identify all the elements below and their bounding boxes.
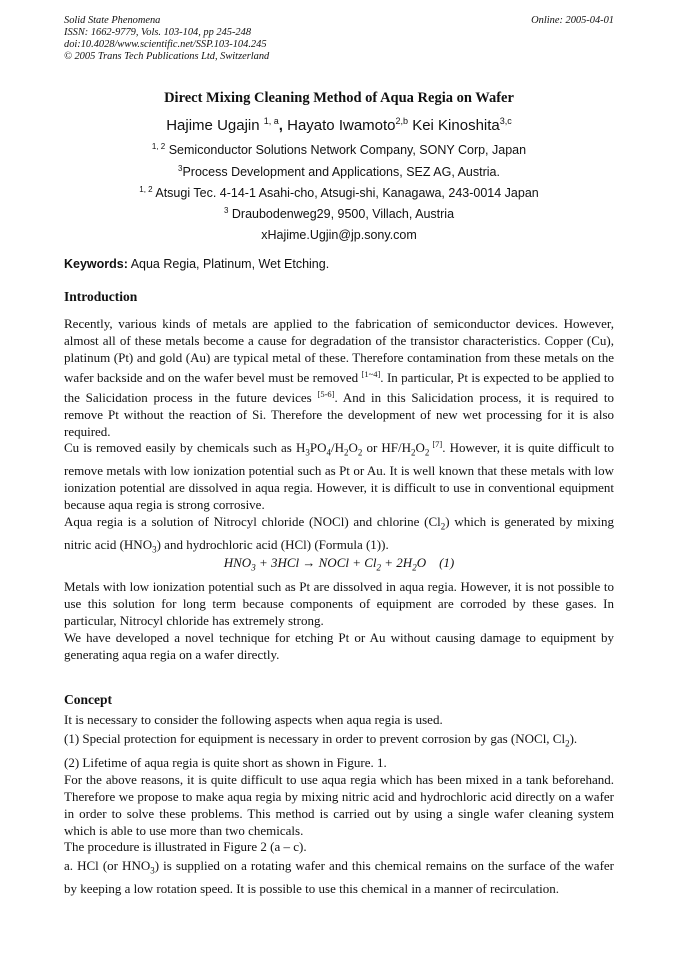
affiliation-text: Draubodenweg29, 9500, Villach, Austria [228, 207, 455, 222]
text: . In particular, Pt is expected to be applied to the Salicidation process in the future devices [64, 370, 614, 405]
text: ) is supplied on a rotating wafer and this chemical remains on the surface of the wafer by keeping a low rotation speed. It is possible to use this chemical in a manner of recirculation. [64, 858, 615, 896]
text: Cu is removed easily by chemicals such as H [64, 440, 306, 455]
author-email: xHajime.Ugjin@jp.sony.com [261, 228, 417, 242]
text: or HF/H [362, 440, 411, 455]
subscript: 3 [150, 865, 155, 876]
affiliation-line [0, 206, 678, 221]
subscript: 3 [152, 544, 157, 555]
author-superscript: 2,b [395, 116, 409, 126]
formula-text: HNO [223, 555, 252, 570]
subscript: 3 [305, 447, 310, 458]
copyright-line: © 2005 Trans Tech Publications Ltd, Switzerland [64, 51, 270, 62]
text: The procedure is illustrated in Figure 2 (a – c). [64, 839, 307, 854]
subscript: 2 [565, 738, 570, 749]
journal-header [64, 15, 269, 63]
paragraph [64, 578, 614, 663]
text: It is necessary to consider the following aspects when aqua regia is used. [64, 712, 443, 727]
text: ) which is generated by mixing nitric acid (HNO [64, 514, 614, 552]
subscript: 3 [251, 562, 256, 573]
formula-1 [0, 555, 678, 573]
affiliation-text: Semiconductor Solutions Network Company, SONY Corp, Japan [165, 143, 527, 158]
keywords-label: Keywords: [64, 257, 128, 271]
text: We have developed a novel technique for etching Pt or Au without causing damage to equipment by generating aqua regia on a wafer directly. [64, 630, 614, 662]
author-name: Hajime Ugajin [166, 117, 260, 134]
paragraph [64, 711, 614, 772]
list-item [64, 730, 614, 753]
author-superscript: 3,c [499, 116, 512, 126]
text: . And in this Salicidation process, it is required to remove Pt without the reaction of Si. Therefore the development of new wet processing for it is also required. [64, 390, 615, 439]
text: a. HCl (or HNO [64, 858, 151, 873]
text: . However, it is quite difficult to remove metals with low ionization potential such as Pt or Au. It is well known that these metals with low ionization potential are dissolved in aqua regia. However, it is difficult to use in conventional equipment because aqua regia is strong corrosive. [64, 440, 615, 512]
keywords [64, 257, 329, 271]
paragraph [64, 857, 614, 897]
text: ) and hydrochloric acid (HCl) (Formula (1)). [156, 536, 389, 552]
paragraph [64, 771, 614, 839]
affiliation-text: Atsugi Tec. 4-14-1 Asahi-cho, Atsugi-shi, Kanagawa, 243-0014 Japan [152, 186, 539, 201]
text: /H [330, 440, 344, 455]
doi-line: doi:10.4028/www.scientific.net/SSP.103-104.245 [64, 39, 267, 50]
text: (1) Special protection for equipment is necessary in order to prevent corrosion by gas (NOCl, Cl [64, 731, 566, 746]
text: O [415, 440, 425, 455]
author-superscript: 1, a [263, 116, 279, 126]
paper-title: Direct Mixing Cleaning Method of Aqua Regia on Wafer [164, 90, 514, 106]
subscript: 2 [410, 447, 416, 458]
paragraph [64, 513, 614, 558]
paragraph [64, 315, 614, 440]
affiliation-text: Process Development and Applications, SEZ AG, Austria. [182, 165, 500, 180]
affiliation-line [0, 185, 678, 200]
subscript: 2 [357, 447, 363, 458]
text: PO [309, 440, 327, 455]
subscript: 2 [412, 562, 417, 573]
subscript: 4 [326, 447, 331, 458]
affiliation-superscript: 1, 2 [151, 142, 166, 151]
journal-name: Solid State Phenomena [64, 15, 161, 26]
subscript: 2 [440, 521, 446, 532]
section-heading-introduction: Introduction [64, 289, 138, 304]
text: O [348, 440, 358, 455]
paragraph [64, 838, 614, 855]
author-separator: , [278, 117, 283, 134]
formula-text: O (1) [416, 555, 455, 570]
subscript: 2 [424, 447, 430, 458]
author-list [0, 116, 678, 134]
text: ). [569, 731, 578, 746]
formula-text: + 2H [381, 555, 413, 570]
text: Recently, various kinds of metals are applied to the fabrication of semiconductor devices. However, almost all of these metals become a cause for degradation of the transistor characteristics. Copper (Cu), platinum (Pt) and gold (Au) are typical metal of these. Therefore contamination from these metals on the wafer backside and on the wafer bevel must be removed [64, 316, 614, 385]
affiliation-superscript: 3 [178, 164, 183, 173]
subscript: 2 [376, 562, 382, 573]
affiliation-line [0, 142, 678, 157]
affiliation-superscript: 3 [223, 206, 229, 215]
issn-line: ISSN: 1662-9779, Vols. 103-104, pp 245-248 [64, 27, 252, 38]
subscript: 2 [343, 447, 349, 458]
text: Aqua regia is a solution of Nitrocyl chloride (NOCl) and chlorine (Cl [64, 514, 441, 529]
citation: [7] [429, 439, 443, 449]
text: Metals with low ionization potential such as Pt are dissolved in aqua regia. However, it is not possible to use this solution for long term because components of equipment are corroded by these gases. In particular, Nitrocyl chloride has extremely strong. [64, 579, 614, 628]
keywords-text: Aqua Regia, Platinum, Wet Etching. [127, 257, 330, 271]
online-date: Online: 2005-04-01 [531, 15, 614, 26]
affiliation-superscript: 1, 2 [139, 185, 153, 194]
paragraph [64, 436, 614, 513]
citation: [5-6] [317, 389, 335, 399]
author-name: Kei Kinoshita [408, 117, 500, 134]
section-heading-concept: Concept [64, 692, 112, 707]
affiliation-line [0, 164, 678, 179]
list-item: (2) Lifetime of aqua regia is quite short as shown in Figure. 1. [64, 754, 387, 770]
citation: [1~4] [361, 369, 381, 379]
text: For the above reasons, it is quite difficult to use aqua regia which has been mixed in a tank beforehand. Therefore we propose to make aqua regia by mixing nitric acid and hydrochloric acid directly on a wafer in order to solve these problems. This method is carried out by using a single wafer cleaning system which is able to use more than two chemicals. [64, 772, 614, 838]
author-name: Hayato Iwamoto [282, 117, 396, 134]
formula-text: + 3HCl → NOCl + Cl [255, 555, 377, 570]
